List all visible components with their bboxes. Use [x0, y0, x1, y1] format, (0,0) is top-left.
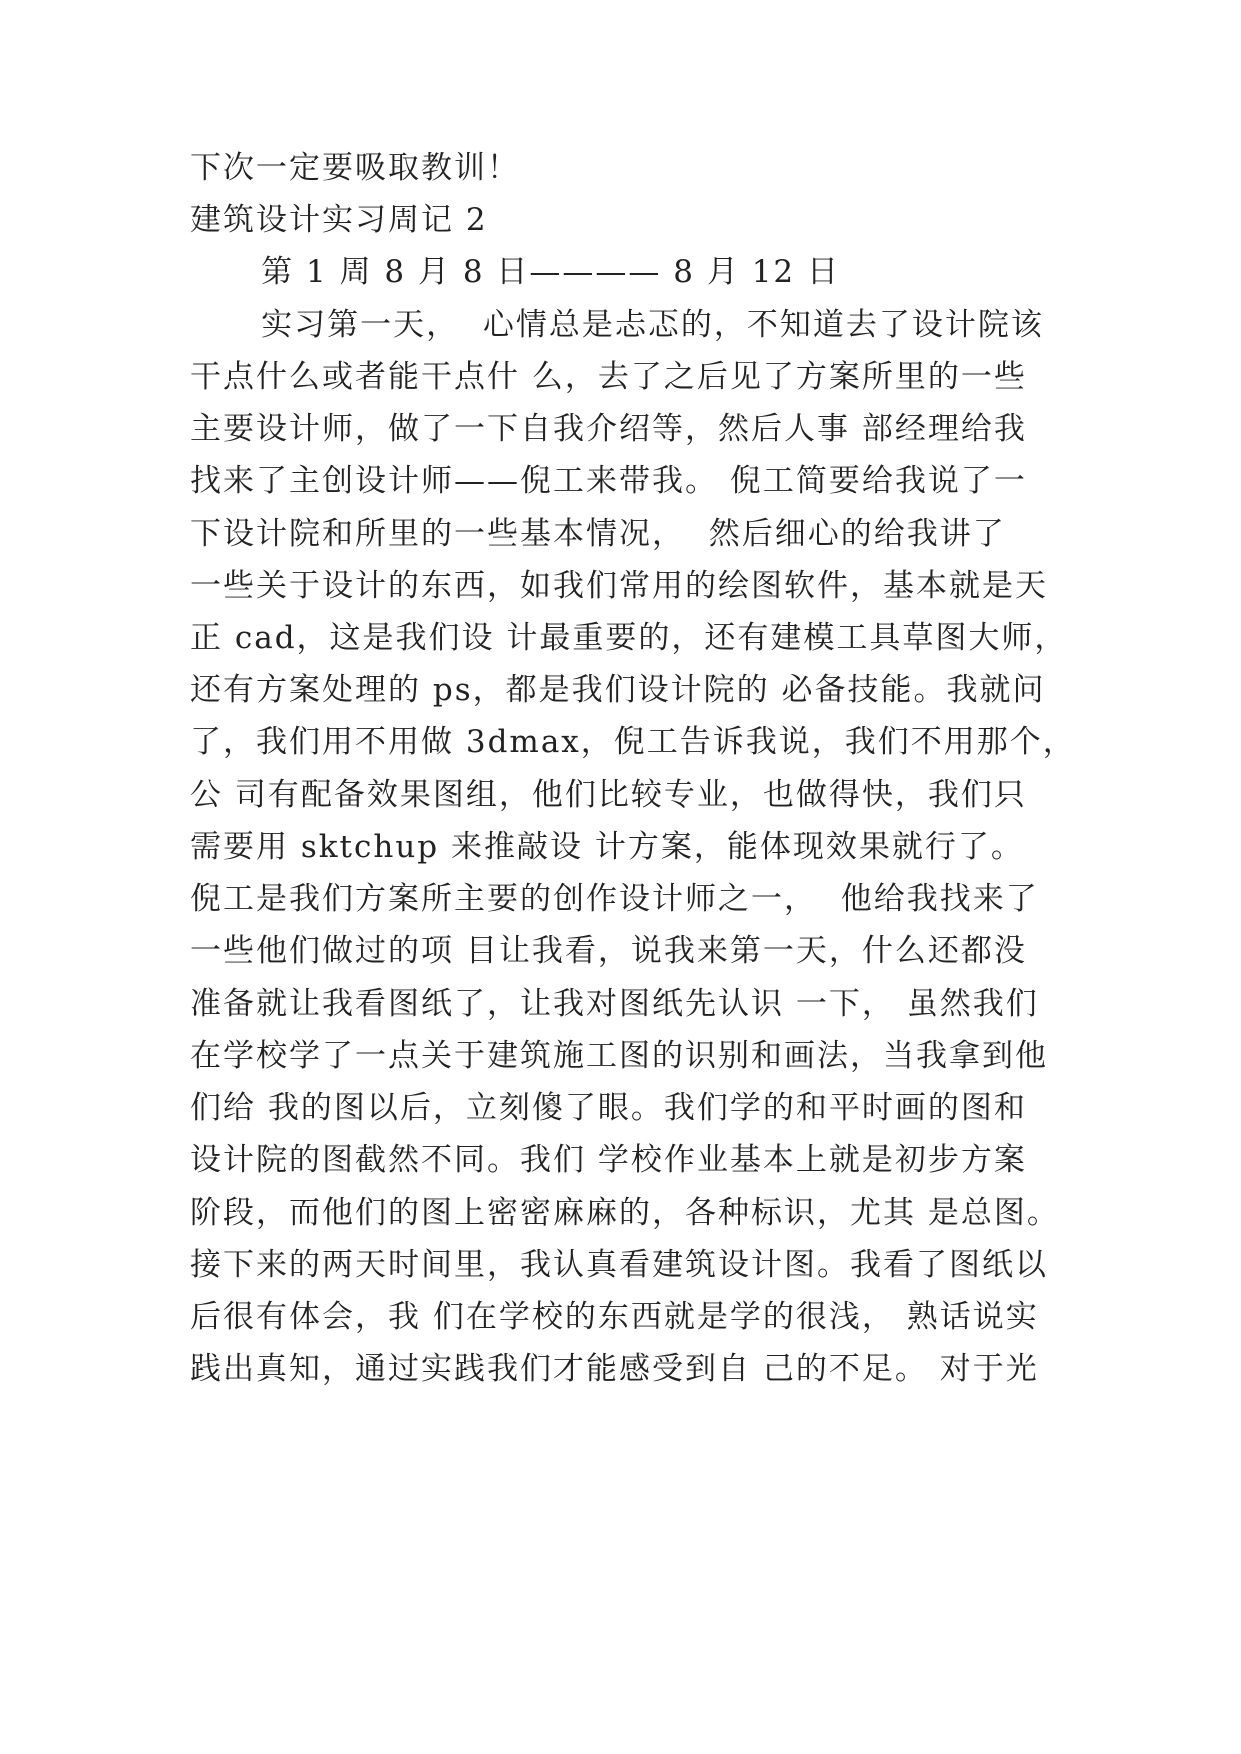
text-line: 后很有体会，我 们在学校的东西就是学的很浅， 熟话说实 [190, 1299, 1039, 1335]
text-line: 阶段，而他们的图上密密麻麻的，各种标识，尤其 是总图。 [190, 1195, 1060, 1231]
text-line: 准备就让我看图纸了，让我对图纸先认识 一下， 虽然我们 [190, 986, 1039, 1022]
text-line: 了，我们用不用做 3dmax，倪工告诉我说，我们不用那个， [190, 724, 1076, 760]
text-line: 公 司有配备效果图组，他们比较专业，也做得快，我们只 [190, 777, 1027, 813]
section-title: 建筑设计实习周记 2 [190, 202, 488, 238]
text-line: 接下来的两天时间里，我认真看建筑设计图。我看了图纸以 [190, 1247, 1048, 1283]
text-line: 正 cad，这是我们设 计最重要的，还有建模工具草图大师， [190, 620, 1068, 656]
text-line: 践出真知，通过实践我们才能感受到自 己的不足。 对于光 [190, 1351, 1039, 1387]
text-line: 设计院的图截然不同。我们 学校作业基本上就是初步方案 [190, 1142, 1027, 1178]
text-line: 倪工是我们方案所主要的创作设计师之一， 他给我找来了 [190, 881, 1039, 917]
text-line: 找来了主创设计师——倪工来带我。 倪工简要给我说了一 [190, 463, 1027, 499]
text-line: 下次一定要吸取教训！ [190, 150, 520, 186]
text-line: 干点什么或者能干点什 么，去了之后见了方案所里的一些 [190, 359, 1027, 395]
text-line: 在学校学了一点关于建筑施工图的识别和画法，当我拿到他 [190, 1038, 1048, 1074]
text-line: 一些关于设计的东西，如我们常用的绘图软件，基本就是天 [190, 568, 1048, 604]
text-line: 下设计院和所里的一些基本情况， 然后细心的给我讲了 [190, 516, 1006, 552]
text-line: 们给 我的图以后，立刻傻了眼。我们学的和平时画的图和 [190, 1090, 1027, 1126]
text-line: 一些他们做过的项 目让我看，说我来第一天，什么还都没 [190, 933, 1027, 969]
date-range-line: 第 1 周 8 月 8 日———— 8 月 12 日 [190, 254, 841, 290]
text-line: 还有方案处理的 ps，都是我们设计院的 必备技能。我就问 [190, 672, 1046, 708]
text-line: 需要用 sktchup 来推敲设 计方案，能体现效果就行了。 [190, 829, 1024, 865]
text-line: 主要设计师，做了一下自我介绍等，然后人事 部经理给我 [190, 411, 1027, 447]
text-line: 实习第一天， 心情总是忐忑的，不知道去了设计院该 [190, 307, 1044, 343]
